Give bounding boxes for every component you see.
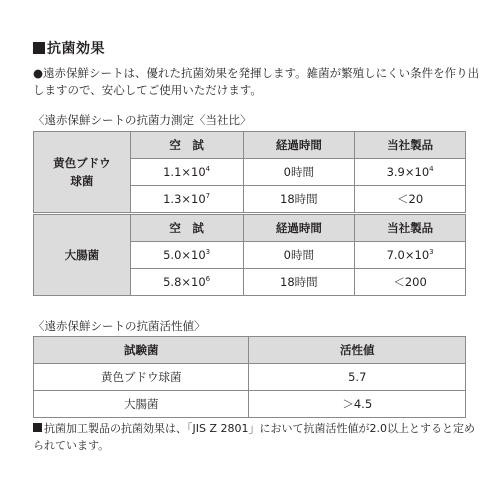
staph-table — [33, 131, 466, 213]
cell: 黄色ブドウ球菌 — [34, 364, 249, 391]
cell: $1.3\times 10^7$ — [130, 186, 243, 213]
cell: ＞4.5 — [249, 391, 466, 418]
col-header: 空 試 — [130, 215, 243, 242]
cell: 5.7 — [249, 364, 466, 391]
table1-caption: 〈遠赤保鮮シートの抗菌力測定〈当社比〉 — [33, 113, 252, 127]
ecoli-table — [33, 214, 466, 296]
table3-caption: 〈遠赤保鮮シートの抗菌活性値〉 — [33, 319, 206, 333]
section-title: 抗菌効果 — [33, 38, 105, 58]
square-bullet-icon — [33, 423, 42, 432]
footnote: 抗菌加工製品の抗菌効果は、「JIS Z 2801」において抗菌活性値が2.0以上とすると定められています。 — [33, 422, 475, 452]
cell: 0時間 — [243, 159, 355, 186]
col-header: 経過時間 — [243, 215, 355, 242]
col-header: 試験菌 — [34, 337, 249, 364]
cell: $7.0\times 10^3$ — [355, 242, 466, 269]
cell: ＜200 — [355, 269, 466, 296]
col-header: 空 試 — [130, 132, 243, 159]
activity-table — [33, 336, 466, 418]
col-header: 活性値 — [249, 337, 466, 364]
cell: $3.9\times 10^4$ — [355, 159, 466, 186]
cell: 18時間 — [243, 186, 355, 213]
cell: 大腸菌 — [34, 391, 249, 418]
cell: $1.1\times 10^4$ — [130, 159, 243, 186]
table-row — [34, 364, 466, 391]
table-header-row — [34, 215, 466, 242]
intro-text: ●遠赤保鮮シートは、優れた抗菌効果を発揮します。雑菌が繁殖しにくい条件を作り出しますので、安心してご使用いただけます。 — [33, 66, 480, 97]
cell: ＜20 — [355, 186, 466, 213]
cell: $5.8\times 10^6$ — [130, 269, 243, 296]
table-header-row — [34, 337, 466, 364]
cell: 18時間 — [243, 269, 355, 296]
col-header: 当社製品 — [355, 132, 466, 159]
table-header-row — [34, 132, 466, 159]
cell: 0時間 — [243, 242, 355, 269]
col-header: 当社製品 — [355, 215, 466, 242]
col-header: 経過時間 — [243, 132, 355, 159]
group-label: 大腸菌 — [34, 215, 131, 296]
cell: $5.0\times 10^3$ — [130, 242, 243, 269]
group-label: 黄色ブドウ 球菌 — [34, 132, 131, 213]
table-row — [34, 391, 466, 418]
square-bullet-icon — [33, 42, 45, 54]
